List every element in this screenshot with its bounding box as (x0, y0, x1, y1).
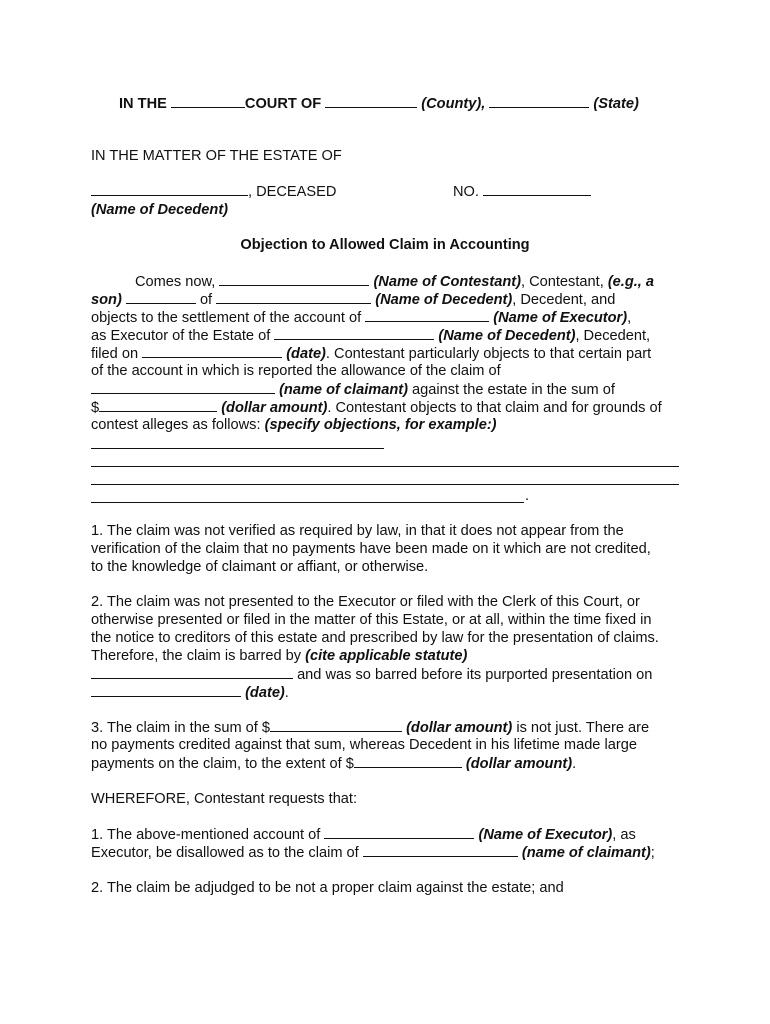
field-caption: (date) (245, 685, 285, 701)
claimant-name-blank[interactable] (363, 843, 518, 857)
text: , Decedent, (575, 328, 651, 344)
item-line: 2. The claim was not presented to the Executor or filed with the Clerk of this Court, or (91, 594, 640, 610)
item-line (91, 718, 691, 736)
item-line: 1. The claim was not verified as required by law, in that it does not appear from the (91, 523, 624, 539)
payment-amount-blank[interactable] (354, 754, 462, 768)
matter-heading: IN THE MATTER OF THE ESTATE OF (91, 148, 342, 164)
wherefore-clause: WHEREFORE, Contestant requests that: (91, 791, 358, 807)
county-label: (County), (421, 96, 486, 112)
objection-item-1 (91, 522, 691, 576)
text: . (572, 756, 577, 772)
item-line (91, 754, 691, 772)
objection-blank-line[interactable] (91, 502, 524, 503)
field-caption: (Name of Executor) (493, 310, 628, 326)
intro-line (91, 326, 691, 344)
intro-line (91, 398, 691, 416)
item-line (91, 647, 691, 665)
county-blank[interactable] (325, 94, 417, 108)
intro-paragraph (91, 272, 691, 434)
text: 1. The above-mentioned account of (91, 827, 321, 843)
intro-line (91, 380, 691, 398)
text: payments on the claim, to the extent of $ (91, 756, 354, 772)
text: as Executor of the Estate of (91, 328, 271, 344)
intro-line (91, 308, 691, 326)
text: is not just. There are (512, 720, 650, 736)
claim-amount-blank[interactable] (270, 718, 402, 732)
court-blank[interactable] (171, 94, 245, 108)
deceased-label: , DECEASED (248, 184, 337, 200)
field-caption: (Name of Decedent) (438, 328, 576, 344)
case-number (453, 182, 653, 201)
text: 3. The claim in the sum of $ (91, 720, 270, 736)
item-line (91, 683, 691, 701)
request-line (91, 843, 691, 861)
field-caption: (name of claimant) (521, 845, 651, 861)
text: ; (650, 845, 655, 861)
text: and was so barred before its purported presentation on (297, 667, 653, 683)
relationship-blank[interactable] (126, 290, 196, 304)
executor-name-blank[interactable] (365, 308, 489, 322)
state-blank[interactable] (489, 94, 589, 108)
text: $ (91, 400, 100, 416)
court-in-the: IN THE (119, 96, 167, 112)
intro-line (91, 416, 691, 434)
field-caption: (Name of Executor) (478, 827, 613, 843)
objection-end-period: . (525, 488, 530, 504)
intro-line (91, 272, 691, 290)
executor-name-blank[interactable] (324, 825, 474, 839)
name-of-decedent-caption: (Name of Decedent) (91, 202, 229, 218)
field-caption: (cite applicable statute) (305, 648, 468, 664)
text: filed on (91, 346, 139, 362)
intro-line: of the account in which is reported the allowance of the claim of (91, 363, 501, 379)
court-header (119, 94, 719, 113)
intro-line (91, 344, 691, 362)
field-caption: (Name of Contestant) (373, 274, 521, 290)
item-line (91, 665, 691, 683)
case-no-blank[interactable] (483, 182, 591, 196)
text: , Contestant, (521, 274, 604, 290)
objection-item-2 (91, 593, 691, 701)
field-caption: (name of claimant) (279, 382, 408, 398)
claimant-name-blank[interactable] (91, 380, 275, 394)
text: objects to the settlement of the account of (91, 310, 362, 326)
field-caption: (date) (286, 346, 326, 362)
item-line: otherwise presented or filed in the matter of this Estate, or at all, within the time fixed in (91, 612, 652, 628)
state-label: (State) (593, 96, 639, 112)
request-item-2: 2. The claim be adjudged to be not a proper claim against the estate; and (91, 880, 564, 896)
request-item-1 (91, 825, 691, 861)
field-caption: son) (91, 292, 122, 308)
field-caption: (Name of Decedent) (375, 292, 513, 308)
field-caption: (dollar amount) (221, 400, 328, 416)
dollar-amount-blank[interactable] (99, 398, 217, 412)
field-caption: (e.g., a (607, 274, 655, 290)
request-line (91, 825, 691, 843)
field-caption: (specify objections, for example:) (264, 417, 497, 433)
text: , (627, 310, 632, 326)
text: Comes now, (135, 274, 216, 290)
case-no-label: NO. (453, 184, 479, 200)
text: , Decedent, and (512, 292, 616, 308)
objection-blank-line[interactable] (91, 466, 679, 467)
text: Therefore, the claim is barred by (91, 648, 302, 664)
text: . Contestant particularly objects to that certain part (325, 346, 652, 362)
decedent-name-blank[interactable] (216, 290, 371, 304)
contestant-name-blank[interactable] (219, 272, 369, 286)
objection-blank-line[interactable] (91, 484, 679, 485)
objection-blank-line[interactable] (91, 448, 384, 449)
objection-item-3 (91, 718, 691, 772)
item-line: to the knowledge of claimant or affiant, or otherwise. (91, 559, 429, 575)
text: against the estate in the sum of (408, 382, 615, 398)
text: Executor, be disallowed as to the claim of (91, 845, 359, 861)
field-caption: (dollar amount) (406, 720, 513, 736)
text: . Contestant objects to that claim and for grounds of (327, 400, 662, 416)
text: , as (612, 827, 636, 843)
decedent-name-blank[interactable] (91, 182, 248, 196)
field-caption: (dollar amount) (465, 756, 573, 772)
text: . (284, 685, 289, 701)
item-line: no payments credited against that sum, whereas Decedent in his lifetime made large (91, 737, 637, 753)
presentation-date-blank[interactable] (91, 683, 241, 697)
item-line: the notice to creditors of this estate and prescribed by law for the presentation of claims. (91, 630, 659, 646)
document-title: Objection to Allowed Claim in Accounting (240, 237, 530, 253)
statute-blank[interactable] (91, 665, 293, 679)
intro-line (91, 290, 691, 308)
filed-date-blank[interactable] (142, 344, 282, 358)
item-line: verification of the claim that no payments have been made on it which are not credited, (91, 541, 651, 557)
decedent-name-blank[interactable] (274, 326, 434, 340)
text: contest alleges as follows: (91, 417, 261, 433)
text: of (199, 292, 213, 308)
court-of-label: COURT OF (244, 96, 322, 112)
